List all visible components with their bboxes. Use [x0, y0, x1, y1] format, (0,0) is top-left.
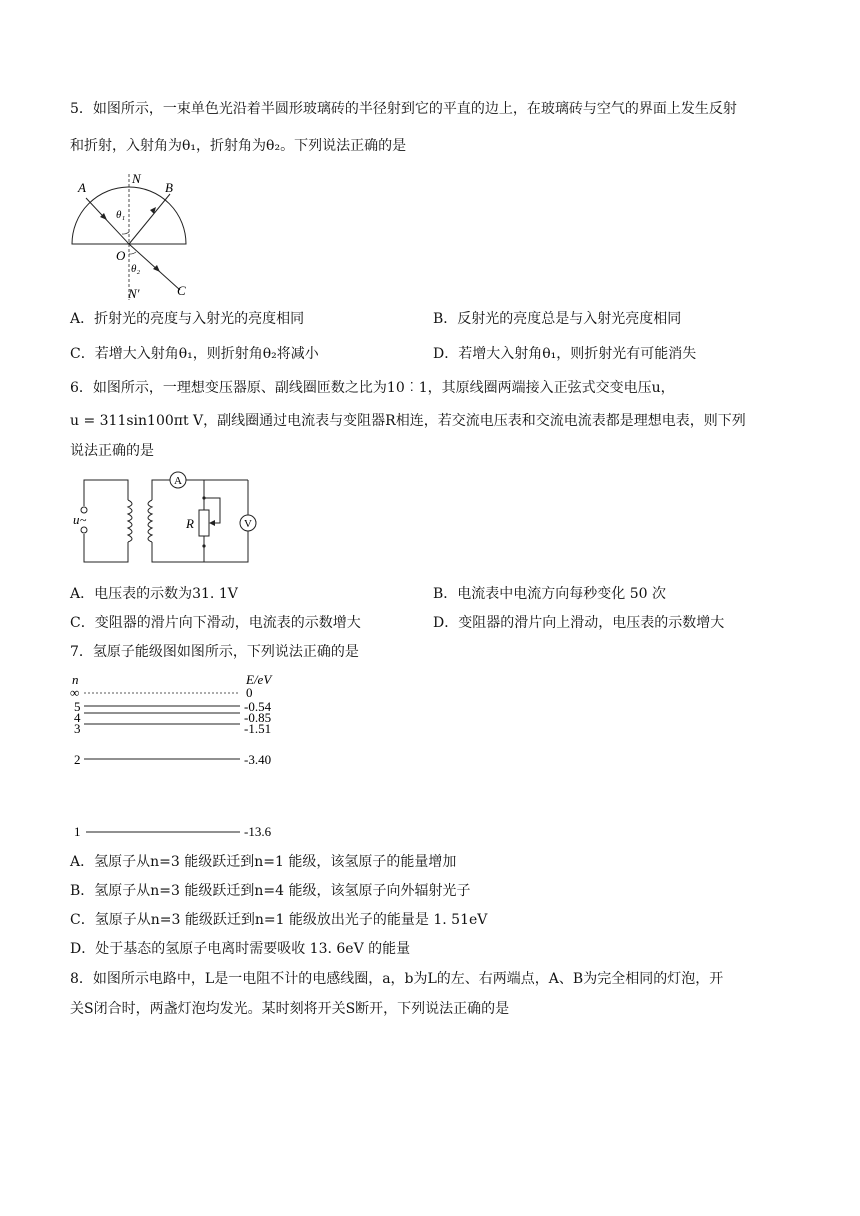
q5-refraction-diagram	[64, 170, 194, 302]
q8-stem-line1: 8．如图所示电路中，L是一电阻不计的电感线圈，a，b为L的左、右两端点，A、B为完全相同的灯泡，开	[70, 971, 724, 987]
q7-level-n: 5	[74, 699, 81, 714]
q5-option-d: D．若增大入射角θ₁，则折射光有可能消失	[433, 346, 697, 362]
q6-option-c: C．变阻器的滑片向下滑动，电流表的示数增大	[70, 615, 361, 631]
q7-level-e: -3.40	[244, 752, 272, 767]
q6-option-b: B．电流表中电流方向每秒变化 50 次	[433, 586, 667, 602]
q6-transformer-circuit	[68, 466, 258, 576]
q6-ammeter-label: A	[174, 475, 182, 487]
q7-level-e: -0.85	[244, 710, 272, 725]
q6-stem-line3: 说法正确的是	[70, 443, 154, 459]
q5-option-b: B．反射光的亮度总是与入射光亮度相同	[433, 311, 682, 327]
q7-level-n: 1	[74, 824, 81, 839]
q6-stem-line1: 6．如图所示，一理想变压器原、副线圈匝数之比为10︰1，其原线圈两端接入正弦式交变电压u，	[70, 380, 675, 396]
q7-level-n: 3	[74, 721, 81, 736]
q5-label-theta2: θ₂	[131, 263, 141, 275]
q6-label-r: R	[186, 516, 194, 531]
q7-option-d: D．处于基态的氢原子电离时需要吸收 13. 6eV 的能量	[70, 941, 411, 957]
q5-label-n: N	[132, 171, 141, 186]
q7-level-e: -0.54	[244, 699, 272, 714]
q7-option-a: A．氢原子从n=3 能级跃迁到n=1 能级，该氢原子的能量增加	[70, 854, 457, 870]
q5-label-n-prime: N′	[128, 286, 140, 301]
q6-option-a: A．电压表的示数为31. 1V	[70, 586, 238, 602]
q5-label-a: A	[78, 180, 86, 195]
q7-level-n: 4	[74, 710, 81, 725]
q6-option-d: D．变阻器的滑片向上滑动，电压表的示数增大	[433, 615, 725, 631]
q7-level-n: 2	[74, 752, 81, 767]
q8-stem-line2: 关S闭合时，两盏灯泡均发光。某时刻将开关S断开，下列说法正确的是	[70, 1001, 510, 1017]
q6-voltmeter-label: V	[244, 518, 252, 530]
q6-stem-line2: u = 311sin100πt V，副线圈通过电流表与变阻器R相连，若交流电压表和交流电流表都是理想电表，则下列	[70, 413, 746, 429]
q7-level-e: 0	[246, 685, 253, 700]
q5-option-c: C．若增大入射角θ₁，则折射角θ₂将减小	[70, 346, 319, 362]
q7-energy-level-diagram	[68, 670, 298, 840]
q5-label-c: C	[177, 283, 186, 298]
q5-stem-line2: 和折射，入射角为θ₁，折射角为θ₂。下列说法正确的是	[70, 138, 407, 154]
q7-level-e: -1.51	[244, 721, 272, 736]
q7-level-e: -13.6	[244, 824, 272, 839]
q5-option-a: A．折射光的亮度与入射光的亮度相同	[70, 311, 305, 327]
q7-option-c: C．氢原子从n=3 能级跃迁到n=1 能级放出光子的能量是 1. 51eV	[70, 912, 488, 928]
q5-stem-line1: 5．如图所示，一束单色光沿着半圆形玻璃砖的半径射到它的平直的边上，在玻璃砖与空气的界面上发生反射	[70, 101, 737, 117]
q5-label-theta1: θ₁	[116, 209, 126, 221]
q7-axis-n: n	[72, 672, 79, 687]
q5-label-o: O	[116, 248, 126, 263]
q6-label-u: u	[73, 512, 80, 527]
q6-label-tilde: ~	[80, 513, 87, 527]
q7-stem-line1: 7．氢原子能级图如图所示，下列说法正确的是	[70, 644, 359, 660]
q7-option-b: B．氢原子从n=3 能级跃迁到n=4 能级，该氢原子向外辐射光子	[70, 883, 471, 899]
q7-axis-e: E/eV	[246, 672, 272, 687]
q5-label-b: B	[165, 180, 173, 195]
q7-level-n: ∞	[70, 685, 80, 700]
